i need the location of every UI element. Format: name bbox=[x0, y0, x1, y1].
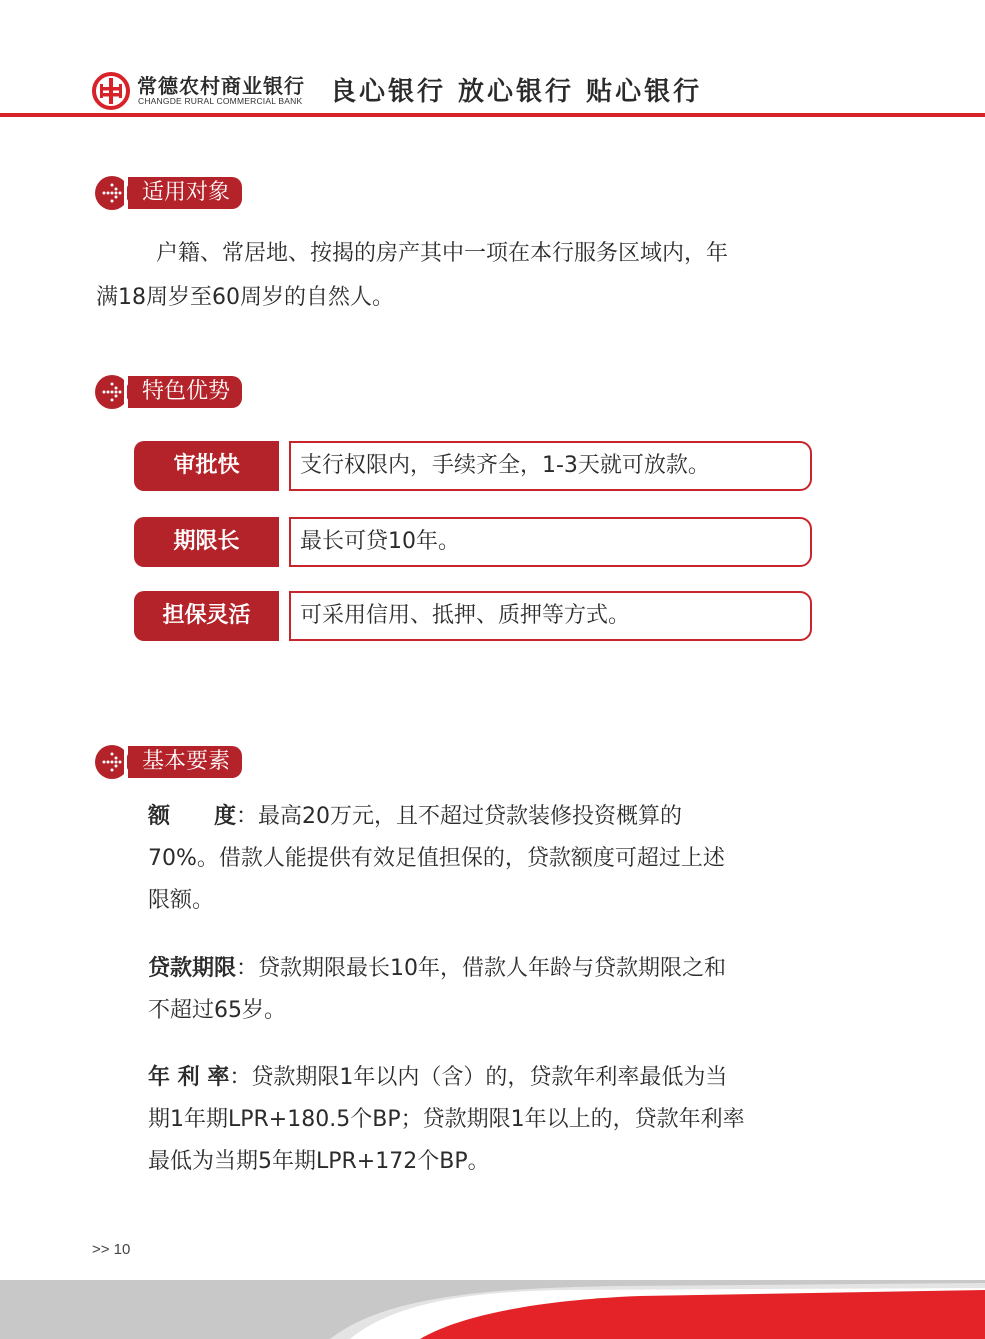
feature-tag: 担保灵活 bbox=[134, 591, 279, 641]
rate-line-1 bbox=[148, 1057, 856, 1099]
amount-line-1 bbox=[148, 796, 856, 838]
feature-row bbox=[134, 517, 802, 567]
page-header bbox=[0, 0, 985, 120]
term-line-2: 不超过65岁。 bbox=[148, 998, 286, 1023]
term-label: 贷款期限 bbox=[148, 956, 237, 981]
section-title: 基本要素 bbox=[128, 746, 242, 778]
header-divider bbox=[0, 113, 985, 117]
bank-name-cn: 常德农村商业银行 bbox=[137, 74, 305, 98]
feature-row bbox=[134, 591, 802, 641]
bank-name-en: CHANGDE RURAL COMMERCIAL BANK bbox=[138, 96, 303, 106]
element-rate bbox=[148, 1057, 856, 1183]
footer-decoration bbox=[0, 1280, 985, 1339]
amount-line-3: 限额。 bbox=[148, 888, 215, 913]
section-title: 特色优势 bbox=[128, 376, 242, 408]
amount-line-2: 70%。借款人能提供有效足值担保的，贷款额度可超过上述 bbox=[148, 846, 725, 871]
rate-line-3: 最低为当期5年期LPR+172个BP。 bbox=[148, 1149, 490, 1174]
feature-text: 可采用信用、抵押、质押等方式。 bbox=[289, 591, 812, 641]
feature-tag: 期限长 bbox=[134, 517, 279, 567]
amount-label: 额 度 bbox=[148, 804, 237, 829]
slogan: 良心银行 放心银行 贴心银行 bbox=[330, 77, 703, 107]
feature-text: 支行权限内，手续齐全，1-3天就可放款。 bbox=[289, 441, 812, 491]
feature-row bbox=[134, 441, 802, 491]
bank-logo-icon bbox=[92, 72, 130, 110]
feature-text: 最长可贷10年。 bbox=[289, 517, 812, 567]
rate-label: 年 利 率 bbox=[148, 1065, 230, 1090]
target-paragraph bbox=[96, 232, 856, 276]
term-text-1: ：贷款期限最长10年，借款人年龄与贷款期限之和 bbox=[236, 956, 727, 981]
element-term bbox=[148, 948, 856, 1032]
feature-tag: 审批快 bbox=[134, 441, 279, 491]
page-number: >> 10 bbox=[92, 1241, 131, 1258]
rate-text-1: ：贷款期限1年以内（含）的，贷款年利率最低为当 bbox=[229, 1065, 728, 1090]
target-line-2: 满18周岁至60周岁的自然人。 bbox=[96, 285, 394, 310]
amount-text-1: ：最高20万元，且不超过贷款装修投资概算的 bbox=[236, 804, 683, 829]
target-paragraph-cont bbox=[96, 276, 856, 320]
target-line-1: 户籍、常居地、按揭的房产其中一项在本行服务区域内，年 bbox=[156, 241, 729, 266]
rate-line-2: 期1年期LPR+180.5个BP；贷款期限1年以上的，贷款年利率 bbox=[148, 1107, 745, 1132]
element-amount bbox=[148, 796, 856, 922]
section-title: 适用对象 bbox=[128, 177, 242, 209]
term-line-1 bbox=[148, 948, 856, 990]
